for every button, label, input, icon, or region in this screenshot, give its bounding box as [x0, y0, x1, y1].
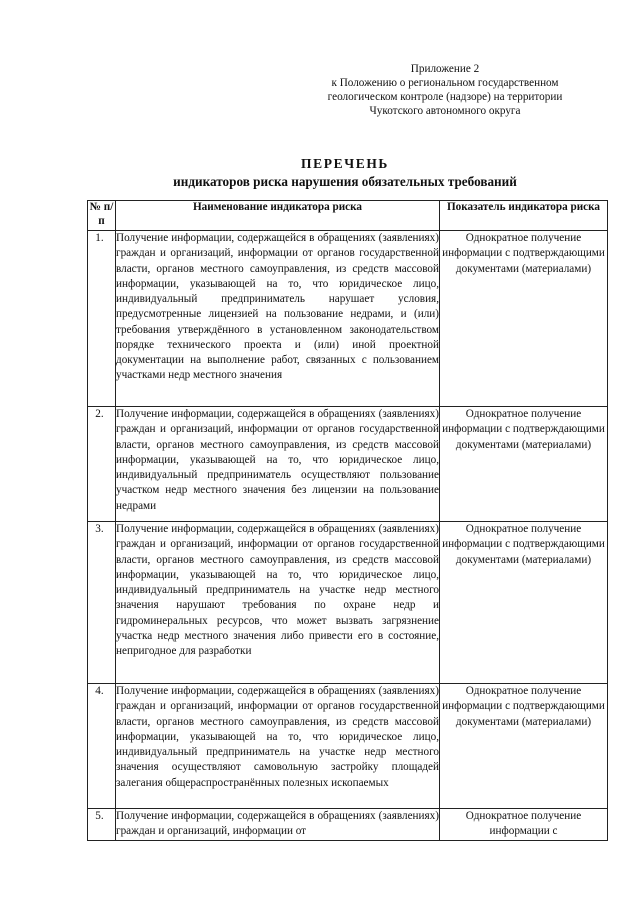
row-name: Получение информации, содержащейся в обращениях (заявлениях) граждан и организаций, информации от органов государственной власти, органов местного самоуправления, из средств массовой информации, указывающей на то, что юридическое лицо, индивидуальный предприниматель нарушает условия, предусмотренные лицензией на пользование недрами, и (или) требования утверждённого в установленном законодательством порядке технического проекта и (или) иной проектной документации на выполнение работ, связанных с пользованием участками недр местного значения [116, 231, 440, 407]
row-name: Получение информации, содержащейся в обращениях (заявлениях) граждан и организаций, информации от [116, 809, 440, 841]
row-indicator: Однократное получение информации с подтверждающими документами (материалами) [440, 231, 608, 407]
header-number: № п/п [88, 201, 116, 231]
appendix-line: Приложение 2 [410, 63, 480, 75]
appendix-line: геологическом контроле (надзоре) на территории [327, 91, 563, 103]
row-number-cell [88, 809, 116, 841]
table-row [88, 407, 608, 522]
row-name: Получение информации, содержащейся в обращениях (заявлениях) граждан и организаций, информации от органов государственной власти, органов местного самоуправления, из средств массовой информации, указывающей на то, что юридическое лицо, индивидуальный предприниматель на участке недр местного значения осуществляют самовольную застройку площадей залегания общераспространённых полезных ископаемых [116, 684, 440, 809]
row-indicator: Однократное получение информации с подтверждающими документами (материалами) [440, 407, 608, 522]
row-number: 1. [95, 232, 104, 244]
row-indicator: Однократное получение информации с [440, 809, 608, 841]
row-number-cell [88, 684, 116, 809]
table-row [88, 809, 608, 841]
risk-indicators-table [87, 200, 608, 841]
row-number-cell [88, 407, 116, 522]
row-number-cell [88, 231, 116, 407]
row-name: Получение информации, содержащейся в обращениях (заявлениях) граждан и организаций, информации от органов государственной власти, органов местного самоуправления, из средств массовой информации, указывающей на то, что юридическое лицо, индивидуальный предприниматель осуществляют пользование участком недр местного значения без лицензии на пользование недрами [116, 407, 440, 522]
title-subheading: индикаторов риска нарушения обязательных требований [173, 174, 517, 189]
appendix-note [300, 62, 590, 118]
row-indicator: Однократное получение информации с подтверждающими документами (материалами) [440, 522, 608, 684]
row-number-cell [88, 522, 116, 684]
table-row [88, 522, 608, 684]
row-number: 5. [95, 810, 104, 822]
header-indicator: Показатель индикатора риска [440, 201, 608, 231]
title-heading: ПЕРЕЧЕНЬ [301, 156, 389, 171]
row-number: 4. [95, 685, 104, 697]
header-name: Наименование индикатора риска [116, 201, 440, 231]
appendix-line: к Положению о региональном государственном [331, 77, 559, 89]
table-row [88, 684, 608, 809]
row-name: Получение информации, содержащейся в обращениях (заявлениях) граждан и организаций, информации от органов государственной власти, органов местного самоуправления, из средств массовой информации, указывающей на то, что юридическое лицо, индивидуальный предприниматель на участке недр местного значения нарушают требования по охране недр и гидроминеральных ресурсов, что может вызвать загрязнение участка недр местного значения либо привести его в состояние, непригодное для разработки [116, 522, 440, 684]
row-number: 3. [95, 523, 104, 535]
row-number: 2. [95, 408, 104, 420]
appendix-line: Чукотского автономного округа [369, 105, 521, 117]
table-row [88, 231, 608, 407]
document-title [80, 155, 610, 190]
table-header-row [88, 201, 608, 231]
row-indicator: Однократное получение информации с подтверждающими документами (материалами) [440, 684, 608, 809]
